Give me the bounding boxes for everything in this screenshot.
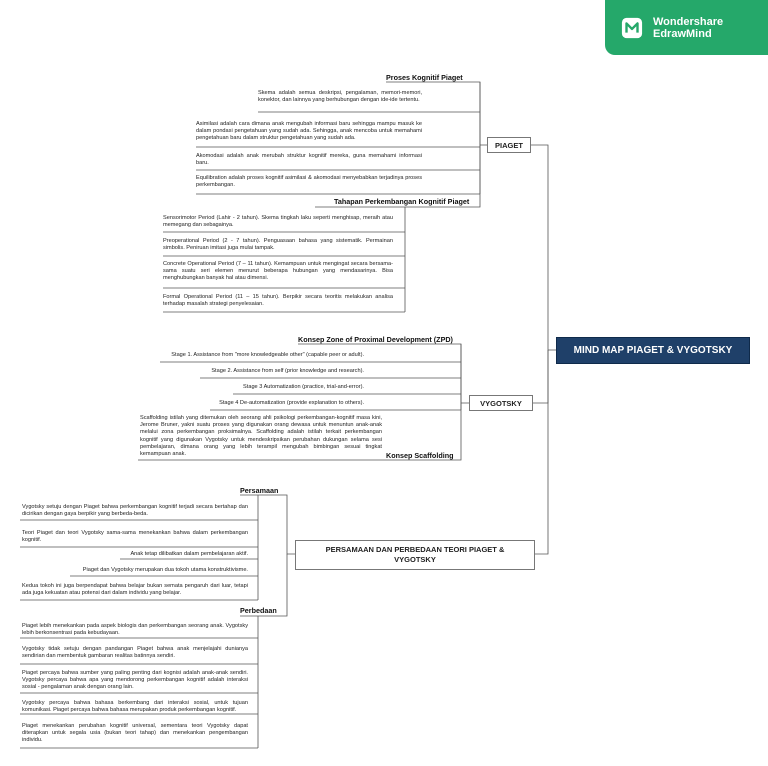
tahapan-item-concrete: Concrete Operational Period (7 – 11 tahun). Kemampuan untuk mengingat secara bersama-sama suatu seri elemen menurut beberapa hubungan yang mendasarinya. Bisa menghubungkan banyak hal atau dimensi. bbox=[163, 261, 393, 282]
subtopic-proses-kognitif[interactable]: Proses Kognitif Piaget bbox=[386, 73, 463, 82]
proses-item-asimilasi: Asimilasi adalah cara dimana anak mengubah informasi baru sehingga mampu masuk ke dalam pondasi pengetahuan yang sudah ada. Sehingga, anak mencoba untuk memahami pengetahuan baru dalam struktur pengetahuan yang sudah ada. bbox=[196, 121, 422, 142]
tahapan-item-preoperational: Preoperational Period (2 - 7 tahun). Penguasaan bahasa yang sistematik. Permainan simbolis. Peniruan imitasi juga mulai tampak. bbox=[163, 238, 393, 252]
scaffolding-text: Scaffolding istilah yang ditemukan oleh seorang ahli psikologi perkembangan-kognitif masa kini, Jerome Bruner, yakni suatu proses yang digunakan orang dewasa untuk menuntun anak-anak melalui zona perkembangan proksimalnya. Scaffolding adalah istilah terkait perkembangan kognitif yang digunakan Vygotsky untuk mendeskripsikan perubahan dukungan selama sesi pembelajaran, dimana orang yang lebih terampil mengubah bimbingan sesuai tingkat kemampuan anak. bbox=[140, 415, 382, 458]
perbedaan-item-3: Piaget percaya bahwa sumber yang paling penting dari kognisi adalah anak-anak sendiri. Vygotsky percaya bahwa apa yang mendorong perkembangan kognitif adalah interaksi sosial - pengalaman anak dengan orang lain. bbox=[22, 670, 248, 691]
persamaan-item-3: Anak tetap dilibatkan dalam pembelajaran aktif. bbox=[130, 551, 248, 557]
perbedaan-item-2: Vygotsky tidak setuju dengan pandangan Piaget bahwa anak menjelajahi dunianya sendirian dan membentuk gambaran realitas batinnya sendiri. bbox=[22, 646, 248, 660]
subtopic-tahapan-perkembangan[interactable]: Tahapan Perkembangan Kognitif Piaget bbox=[334, 197, 470, 206]
subtopic-scaffolding[interactable]: Konsep Scaffolding bbox=[386, 451, 454, 460]
brand-name bbox=[653, 16, 723, 40]
topic-persamaan-perbedaan[interactable]: PERSAMAAN DAN PERBEDAAN TEORI PIAGET & VYGOTSKY bbox=[295, 540, 535, 570]
subtopic-perbedaan[interactable]: Perbedaan bbox=[240, 606, 277, 615]
zpd-stage-3: Stage 3 Automatization (practice, trial-and-error). bbox=[243, 384, 364, 390]
zpd-stage-2: Stage 2. Assistance from self (prior knowledge and research). bbox=[211, 368, 364, 374]
zpd-stage-1: Stage 1. Assistance from "more knowledgeable other" (capable peer or adult). bbox=[171, 352, 364, 358]
edrawmind-logo-icon bbox=[621, 17, 643, 39]
perbedaan-item-5: Piaget menekankan perubahan kognitif universal, sementara teori Vygotsky dapat diterapkan untuk segala usia (bukan teori tahap) dan menekankan pengembangan individu. bbox=[22, 723, 248, 744]
proses-item-akomodasi: Akomodasi adalah anak merubah struktur kognitif mereka, guna memahami informasi baru. bbox=[196, 153, 422, 167]
brand-badge[interactable] bbox=[605, 0, 768, 55]
persamaan-item-2: Teori Piaget dan teori Vygotsky sama-sama menekankan bahwa dalam perkembangan kognitif. bbox=[22, 530, 248, 544]
persamaan-item-4: Piaget dan Vygotsky merupakan dua tokoh utama konstruktivisme. bbox=[82, 567, 248, 573]
tahapan-item-sensorimotor: Sensorimotor Period (Lahir - 2 tahun). Skema tingkah laku seperti menghisap, meraih atau memegang dan sebagainya. bbox=[163, 215, 393, 229]
central-topic[interactable]: MIND MAP PIAGET & VYGOTSKY bbox=[556, 337, 750, 364]
brand-line-2: EdrawMind bbox=[653, 27, 712, 40]
topic-piaget[interactable]: PIAGET bbox=[487, 137, 531, 153]
perbedaan-item-4: Vygotsky percaya bahwa bahasa berkembang dari interaksi sosial, untuk tujuan komunikasi. Piaget percaya bahwa bahasa merupakan produk perkembangan kognitif. bbox=[22, 700, 248, 714]
persamaan-item-5: Kedua tokoh ini juga berpendapat bahwa belajar bukan semata pengaruh dari luar, tetapi ada juga kekuatan atau potensi dari dalam individu yang belajar. bbox=[22, 583, 248, 597]
perbedaan-item-1: Piaget lebih menekankan pada aspek biologis dan perkembangan seorang anak. Vygotsky lebih berkonsentrasi pada kebudayaan. bbox=[22, 623, 248, 637]
persamaan-item-1: Vygotsky setuju dengan Piaget bahwa perkembangan kognitif terjadi secara bertahap dan dicirikan dengan gaya berpikir yang berbeda-beda. bbox=[22, 504, 248, 518]
proses-item-skema: Skema adalah semua deskripsi, pengalaman, memori-memori, konektor, dan lainnya yang berhubungan dengan ide-ide tertentu. bbox=[258, 90, 422, 104]
tahapan-item-formal: Formal Operational Period (11 – 15 tahun). Berpikir secara teoritis melakukan analisa terhadap masalah strategi penyelesaian. bbox=[163, 294, 393, 308]
subtopic-zpd[interactable]: Konsep Zone of Proximal Development (ZPD) bbox=[298, 335, 453, 344]
brand-line-1: Wondershare bbox=[653, 15, 724, 28]
proses-item-equilibration: Equilibration adalah proses kognitif asimilasi & akomodasi menyebabkan terjadinya proses perkembangan. bbox=[196, 175, 422, 189]
zpd-stage-4: Stage 4 De-automatization (provide explanation to others). bbox=[219, 400, 364, 406]
topic-vygotsky[interactable]: VYGOTSKY bbox=[469, 395, 533, 411]
subtopic-persamaan[interactable]: Persamaan bbox=[240, 486, 279, 495]
